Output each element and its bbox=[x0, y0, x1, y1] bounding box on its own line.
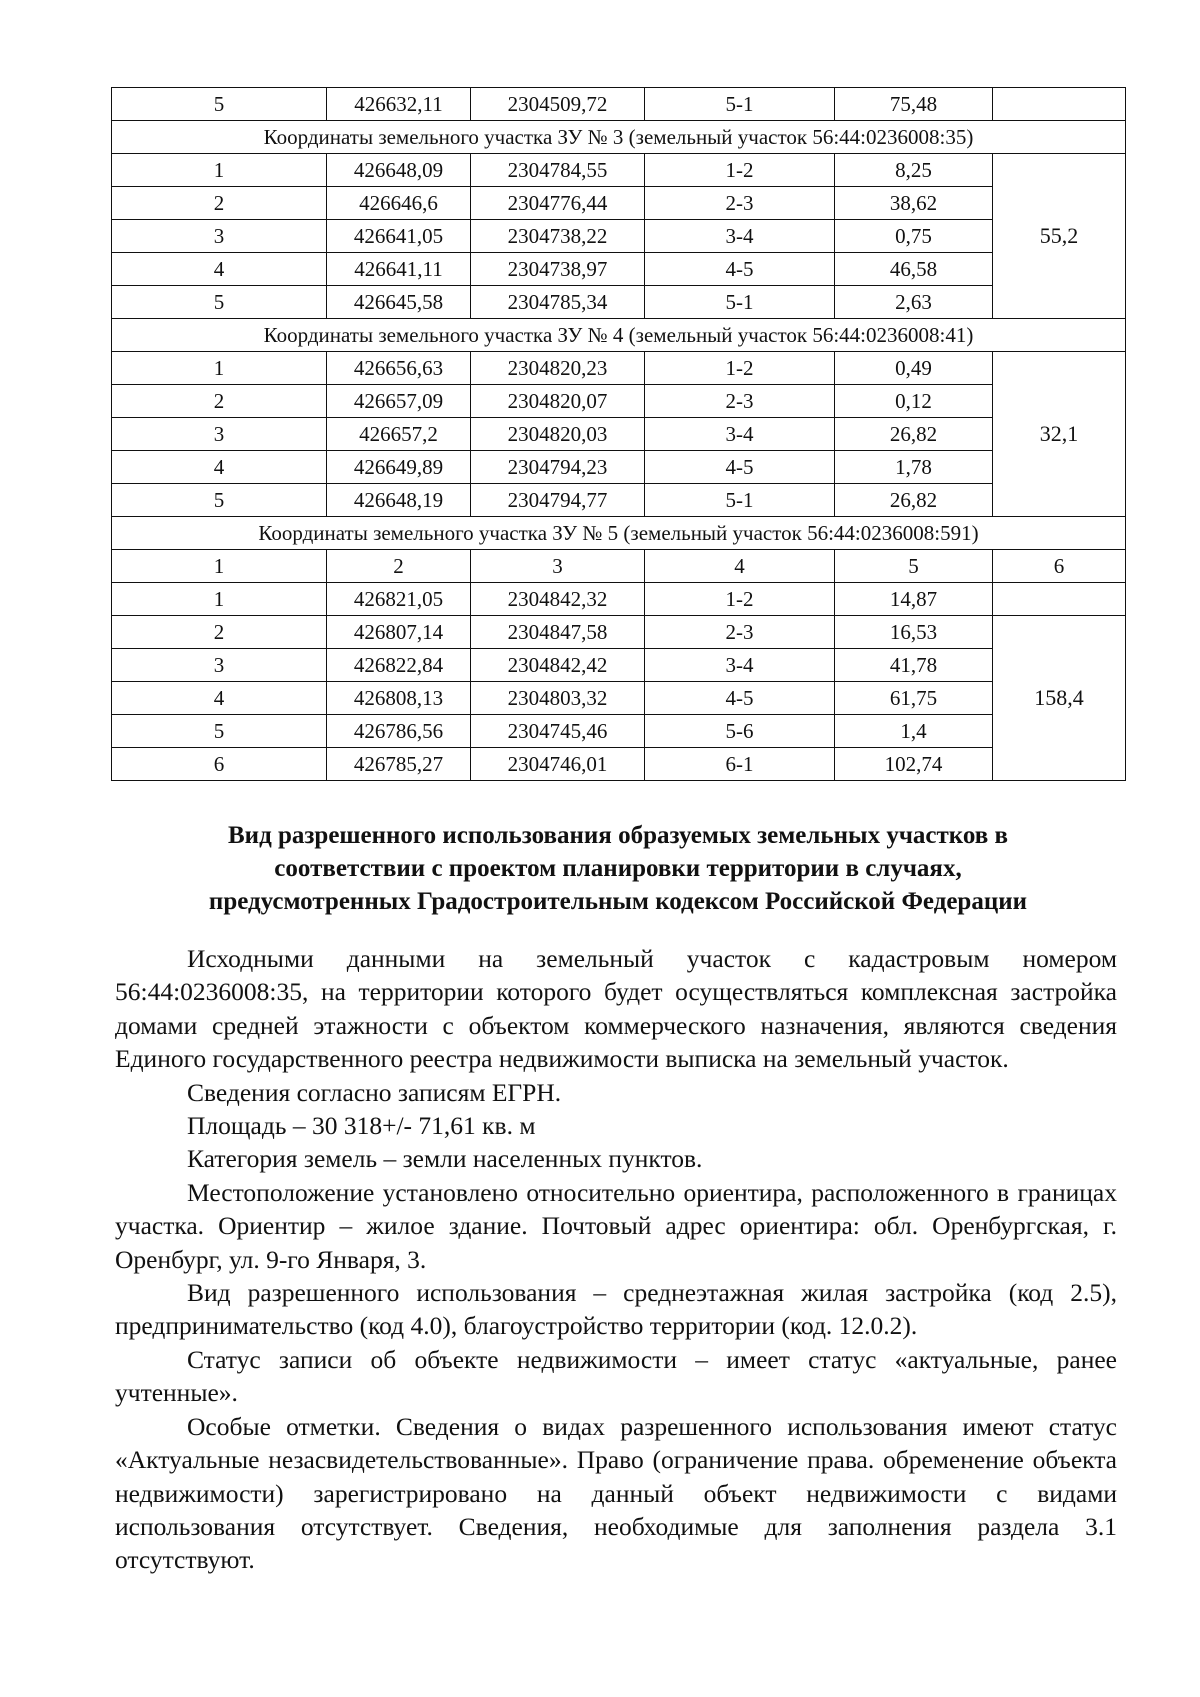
table-cell: 61,75 bbox=[835, 682, 993, 715]
table-cell: 0,75 bbox=[835, 220, 993, 253]
table-cell: 3-4 bbox=[645, 649, 835, 682]
table-cell: 2304746,01 bbox=[471, 748, 645, 781]
table-cell: 3 bbox=[112, 649, 327, 682]
table-cell: 5 bbox=[112, 484, 327, 517]
table-cell: 16,53 bbox=[835, 616, 993, 649]
table-cell: 4-5 bbox=[645, 451, 835, 484]
table-row bbox=[112, 616, 1126, 649]
table-cell: 426657,09 bbox=[327, 385, 471, 418]
table-row bbox=[112, 649, 1126, 682]
table-cell: 2304842,42 bbox=[471, 649, 645, 682]
table-cell: 2304738,97 bbox=[471, 253, 645, 286]
table-cell: 2304784,55 bbox=[471, 154, 645, 187]
column-number: 5 bbox=[835, 550, 993, 583]
table-cell: 426821,05 bbox=[327, 583, 471, 616]
section-title-line: предусмотренных Градостроительным кодексом Российской Федерации bbox=[208, 888, 1028, 915]
table-cell: 2304794,77 bbox=[471, 484, 645, 517]
table-cell: 426648,09 bbox=[327, 154, 471, 187]
table-cell: 1-2 bbox=[645, 583, 835, 616]
column-number: 4 bbox=[645, 550, 835, 583]
table-cell: 426657,2 bbox=[327, 418, 471, 451]
table-cell: 41,78 bbox=[835, 649, 993, 682]
table-cell: 0,12 bbox=[835, 385, 993, 418]
table-cell: 102,74 bbox=[835, 748, 993, 781]
table-cell: 26,82 bbox=[835, 418, 993, 451]
table-cell: 26,82 bbox=[835, 484, 993, 517]
table-row bbox=[112, 418, 1126, 451]
table-cell: 4-5 bbox=[645, 682, 835, 715]
table-cell: 426648,19 bbox=[327, 484, 471, 517]
table-row bbox=[112, 715, 1126, 748]
table-cell: 2304785,34 bbox=[471, 286, 645, 319]
section-title-line: соответствии с проектом планировки территории в случаях, bbox=[274, 855, 962, 882]
paragraph: Площадь – 30 318+/- 71,61 кв. м bbox=[187, 1111, 536, 1141]
column-number: 3 bbox=[471, 550, 645, 583]
table-cell: 1 bbox=[112, 583, 327, 616]
table-cell: 3 bbox=[112, 418, 327, 451]
table-cell: 6 bbox=[112, 748, 327, 781]
table-cell: 2304842,32 bbox=[471, 583, 645, 616]
table-cell: 0,49 bbox=[835, 352, 993, 385]
table-cell: 426786,56 bbox=[327, 715, 471, 748]
table-cell: 5-6 bbox=[645, 715, 835, 748]
table-row bbox=[112, 682, 1126, 715]
table-cell: 426641,11 bbox=[327, 253, 471, 286]
table-cell: 5-1 bbox=[645, 286, 835, 319]
table-cell: 1 bbox=[112, 352, 327, 385]
table-cell: 5 bbox=[112, 88, 327, 121]
coordinates-table bbox=[111, 87, 1126, 781]
table-cell: 1,78 bbox=[835, 451, 993, 484]
table-row bbox=[112, 220, 1126, 253]
paragraph: Вид разрешенного использования – среднеэтажная жилая застройка (код 2.5), предпринимательство (код 4.0), благоустройство территории (код. 12.0.2). bbox=[115, 1278, 1117, 1341]
plot-heading: Координаты земельного участка ЗУ № 5 (земельный участок 56:44:0236008:591) bbox=[112, 517, 1126, 550]
table-cell: 6-1 bbox=[645, 748, 835, 781]
table-cell: 3-4 bbox=[645, 418, 835, 451]
area-cell: 55,2 bbox=[993, 154, 1126, 319]
table-cell: 2304803,32 bbox=[471, 682, 645, 715]
paragraph: Исходными данными на земельный участок с кадастровым номером 56:44:0236008:35, на территории которого будет осуществляться комплексная застройка домами средней этажности с объектом коммерческого назначения, являются сведения Единого государственного реестра недвижимости выписка на земельный участок. bbox=[115, 944, 1117, 1074]
table-cell: 1,4 bbox=[835, 715, 993, 748]
paragraph: Статус записи об объекте недвижимости – имеет статус «актуальные, ранее учтенные». bbox=[115, 1344, 1117, 1408]
table-cell: 2304738,22 bbox=[471, 220, 645, 253]
table-row bbox=[112, 187, 1126, 220]
table-cell: 1 bbox=[112, 154, 327, 187]
table-row bbox=[112, 484, 1126, 517]
table-cell: 1-2 bbox=[645, 154, 835, 187]
column-number: 1 bbox=[112, 550, 327, 583]
column-number: 6 bbox=[993, 550, 1126, 583]
table-cell: 2 bbox=[112, 385, 327, 418]
column-number-row bbox=[112, 550, 1126, 583]
table-cell: 2304776,44 bbox=[471, 187, 645, 220]
paragraph: Местоположение установлено относительно ориентира, расположенного в границах участка. Ориентир – жилое здание. Почтовый адрес ориентира: обл. Оренбургская, г. Оренбург, ул. 9-го Января, 3. bbox=[115, 1177, 1117, 1274]
table-row bbox=[112, 451, 1126, 484]
table-cell: 2304794,23 bbox=[471, 451, 645, 484]
table-cell: 2 bbox=[112, 187, 327, 220]
table-cell: 2304820,03 bbox=[471, 418, 645, 451]
table-row bbox=[112, 748, 1126, 781]
section-title bbox=[111, 819, 1125, 918]
area-cell: 158,4 bbox=[993, 616, 1126, 781]
body-text bbox=[115, 942, 1117, 1577]
table-cell: 3-4 bbox=[645, 220, 835, 253]
plot-heading-row bbox=[112, 121, 1126, 154]
table-cell: 426632,11 bbox=[327, 88, 471, 121]
plot-heading-row bbox=[112, 517, 1126, 550]
table-cell: 2,63 bbox=[835, 286, 993, 319]
table-cell: 38,62 bbox=[835, 187, 993, 220]
table-cell: 14,87 bbox=[835, 583, 993, 616]
table-cell: 2 bbox=[112, 616, 327, 649]
table-cell: 2304820,23 bbox=[471, 352, 645, 385]
table-cell: 2304820,07 bbox=[471, 385, 645, 418]
table-row bbox=[112, 88, 1126, 121]
table-cell: 426649,89 bbox=[327, 451, 471, 484]
table-row bbox=[112, 286, 1126, 319]
table-cell: 5 bbox=[112, 715, 327, 748]
plot-heading: Координаты земельного участка ЗУ № 3 (земельный участок 56:44:0236008:35) bbox=[112, 121, 1126, 154]
table-cell: 75,48 bbox=[835, 88, 993, 121]
table-cell: 4 bbox=[112, 253, 327, 286]
table-cell: 4-5 bbox=[645, 253, 835, 286]
paragraph: Особые отметки. Сведения о видах разрешенного использования имеют статус «Актуальные незасвидетельствованные». Право (ограничение права. обременение объекта недвижимости) зарегистрировано на данный объект недвижимости с видами использования отсутствует. Сведения, необходимые для заполнения раздела 3.1 отсутствуют. bbox=[115, 1411, 1117, 1575]
table-cell: 5-1 bbox=[645, 88, 835, 121]
table-cell: 426785,27 bbox=[327, 748, 471, 781]
table-cell: 3 bbox=[112, 220, 327, 253]
plot-heading-row bbox=[112, 319, 1126, 352]
table-cell: 426807,14 bbox=[327, 616, 471, 649]
table-cell: 5-1 bbox=[645, 484, 835, 517]
table-cell: 426808,13 bbox=[327, 682, 471, 715]
area-cell: 32,1 bbox=[993, 352, 1126, 517]
table-cell: 2-3 bbox=[645, 616, 835, 649]
table-cell: 46,58 bbox=[835, 253, 993, 286]
table-row bbox=[112, 154, 1126, 187]
table-cell: 1-2 bbox=[645, 352, 835, 385]
table-cell: 426646,6 bbox=[327, 187, 471, 220]
table-cell: 2-3 bbox=[645, 187, 835, 220]
paragraph: Сведения согласно записям ЕГРН. bbox=[187, 1077, 562, 1107]
table-row bbox=[112, 385, 1126, 418]
area-cell-empty bbox=[993, 583, 1126, 616]
table-cell: 426645,58 bbox=[327, 286, 471, 319]
table-cell: 8,25 bbox=[835, 154, 993, 187]
table-cell: 4 bbox=[112, 451, 327, 484]
table-cell: 2304745,46 bbox=[471, 715, 645, 748]
table-cell: 2-3 bbox=[645, 385, 835, 418]
table-row bbox=[112, 253, 1126, 286]
table-cell: 2304509,72 bbox=[471, 88, 645, 121]
table-cell: 2304847,58 bbox=[471, 616, 645, 649]
table-cell: 5 bbox=[112, 286, 327, 319]
table-cell: 426641,05 bbox=[327, 220, 471, 253]
section-title-line: Вид разрешенного использования образуемых земельных участков в bbox=[227, 822, 1009, 849]
table-row bbox=[112, 352, 1126, 385]
paragraph: Категория земель – земли населенных пунктов. bbox=[187, 1144, 703, 1174]
column-number: 2 bbox=[327, 550, 471, 583]
table-cell: 4 bbox=[112, 682, 327, 715]
area-cell bbox=[993, 88, 1126, 121]
table-cell: 426656,63 bbox=[327, 352, 471, 385]
table-row bbox=[112, 583, 1126, 616]
table-cell: 426822,84 bbox=[327, 649, 471, 682]
plot-heading: Координаты земельного участка ЗУ № 4 (земельный участок 56:44:0236008:41) bbox=[112, 319, 1126, 352]
